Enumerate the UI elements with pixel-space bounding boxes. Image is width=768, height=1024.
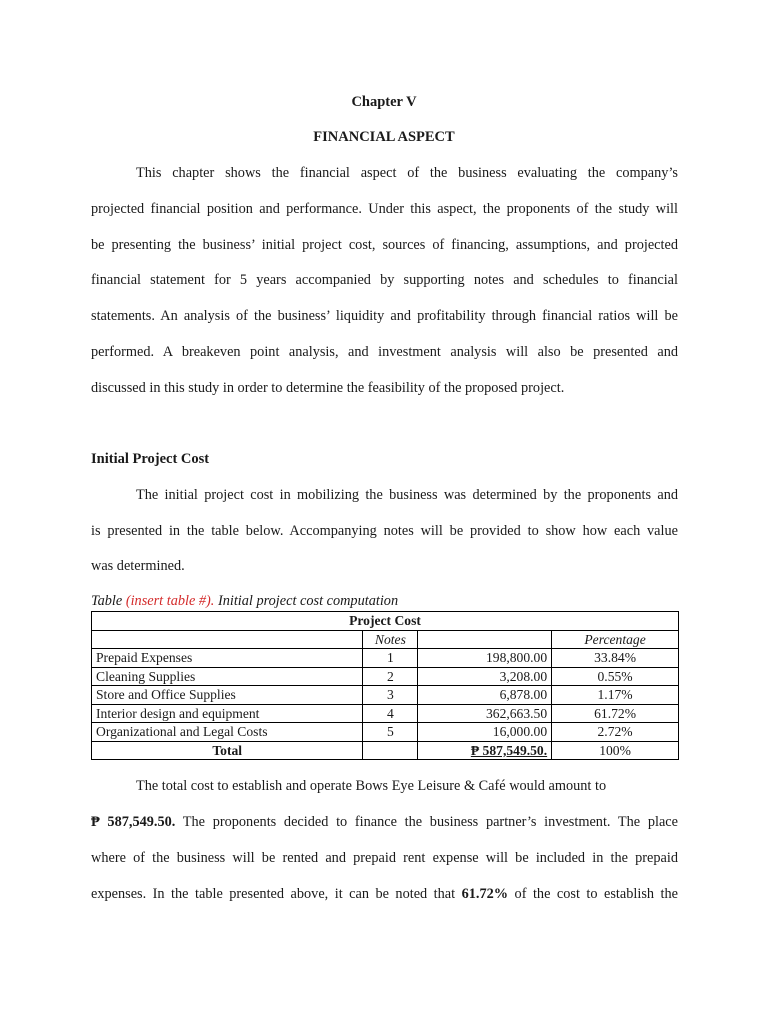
- row-item: Organizational and Legal Costs: [92, 723, 363, 742]
- row-percentage: 2.72%: [552, 723, 679, 742]
- intro-line: financial statement for 5 years accompanied by supporting notes and schedules to financial: [91, 272, 678, 288]
- table-caption: [91, 593, 398, 610]
- cost-intro-line: was determined.: [91, 558, 185, 574]
- project-cost-table: [91, 611, 679, 760]
- cost-intro-line: The initial project cost in mobilizing the business was determined by the proponents and: [136, 487, 678, 503]
- closing-line: The total cost to establish and operate Bows Eye Leisure & Café would amount to: [136, 778, 607, 794]
- subheading-initial-project-cost: Initial Project Cost: [91, 451, 210, 467]
- intro-line: projected financial position and performance. Under this aspect, the proponents of the study will: [91, 201, 678, 217]
- table-row: [92, 686, 679, 705]
- row-amount: 362,663.50: [418, 704, 552, 723]
- intro-line: statements. An analysis of the business’ liquidity and profitability through financial ratios will be: [91, 308, 678, 324]
- closing-total-amount: ₱ 587,549.50.: [91, 814, 176, 830]
- row-note: 2: [363, 667, 418, 686]
- row-note: 3: [363, 686, 418, 705]
- row-amount: 3,208.00: [418, 667, 552, 686]
- row-amount: 6,878.00: [418, 686, 552, 705]
- header-amount: [418, 630, 552, 649]
- intro-line: discussed in this study in order to determine the feasibility of the proposed project.: [91, 380, 565, 396]
- header-blank: [92, 630, 363, 649]
- row-percentage: 0.55%: [552, 667, 679, 686]
- closing-line: [91, 885, 678, 903]
- closing-line-text: expenses. In the table presented above, it can be noted that: [91, 886, 462, 902]
- total-amount-cell: [418, 741, 552, 760]
- total-percentage: 100%: [552, 741, 679, 760]
- row-item: Cleaning Supplies: [92, 667, 363, 686]
- row-percentage: 33.84%: [552, 649, 679, 668]
- caption-rest: Initial project cost computation: [214, 593, 399, 609]
- closing-line: where of the business will be rented and prepaid rent expense will be included in the prepaid: [91, 850, 678, 866]
- header-percentage: Percentage: [552, 630, 679, 649]
- intro-line: performed. A breakeven point analysis, and investment analysis will also be presented and: [91, 344, 678, 360]
- row-note: 4: [363, 704, 418, 723]
- table-row: [92, 649, 679, 668]
- intro-line: This chapter shows the financial aspect of the business evaluating the company’s: [136, 165, 678, 181]
- closing-line-text: of the cost to establish the: [508, 886, 678, 902]
- row-note: 5: [363, 723, 418, 742]
- section-title: FINANCIAL ASPECT: [313, 129, 455, 145]
- row-item: Store and Office Supplies: [92, 686, 363, 705]
- closing-line-text: The proponents decided to finance the business partner’s investment. The place: [175, 814, 679, 830]
- table-row: [92, 723, 679, 742]
- row-amount: 16,000.00: [418, 723, 552, 742]
- caption-insert-placeholder: (insert table #).: [125, 593, 215, 609]
- chapter-heading: Chapter V: [351, 94, 417, 110]
- intro-line: be presenting the business’ initial project cost, sources of financing, assumptions, and projected: [91, 237, 678, 253]
- caption-prefix: Table: [91, 593, 126, 609]
- cost-intro-line: is presented in the table below. Accompanying notes will be provided to show how each value: [91, 523, 678, 539]
- header-notes: Notes: [363, 630, 418, 649]
- table-row: [92, 704, 679, 723]
- total-label: Total: [92, 741, 363, 760]
- closing-highlight-percentage: 61.72%: [461, 886, 509, 902]
- table-title: Project Cost: [92, 612, 679, 631]
- row-item: Prepaid Expenses: [92, 649, 363, 668]
- table-row: [92, 667, 679, 686]
- row-item: Interior design and equipment: [92, 704, 363, 723]
- total-amount: ₱ 587,549.50.: [470, 742, 548, 758]
- total-row: [92, 741, 679, 760]
- total-note-blank: [363, 741, 418, 760]
- row-percentage: 61.72%: [552, 704, 679, 723]
- row-note: 1: [363, 649, 418, 668]
- closing-line: [91, 813, 678, 831]
- row-percentage: 1.17%: [552, 686, 679, 705]
- row-amount: 198,800.00: [418, 649, 552, 668]
